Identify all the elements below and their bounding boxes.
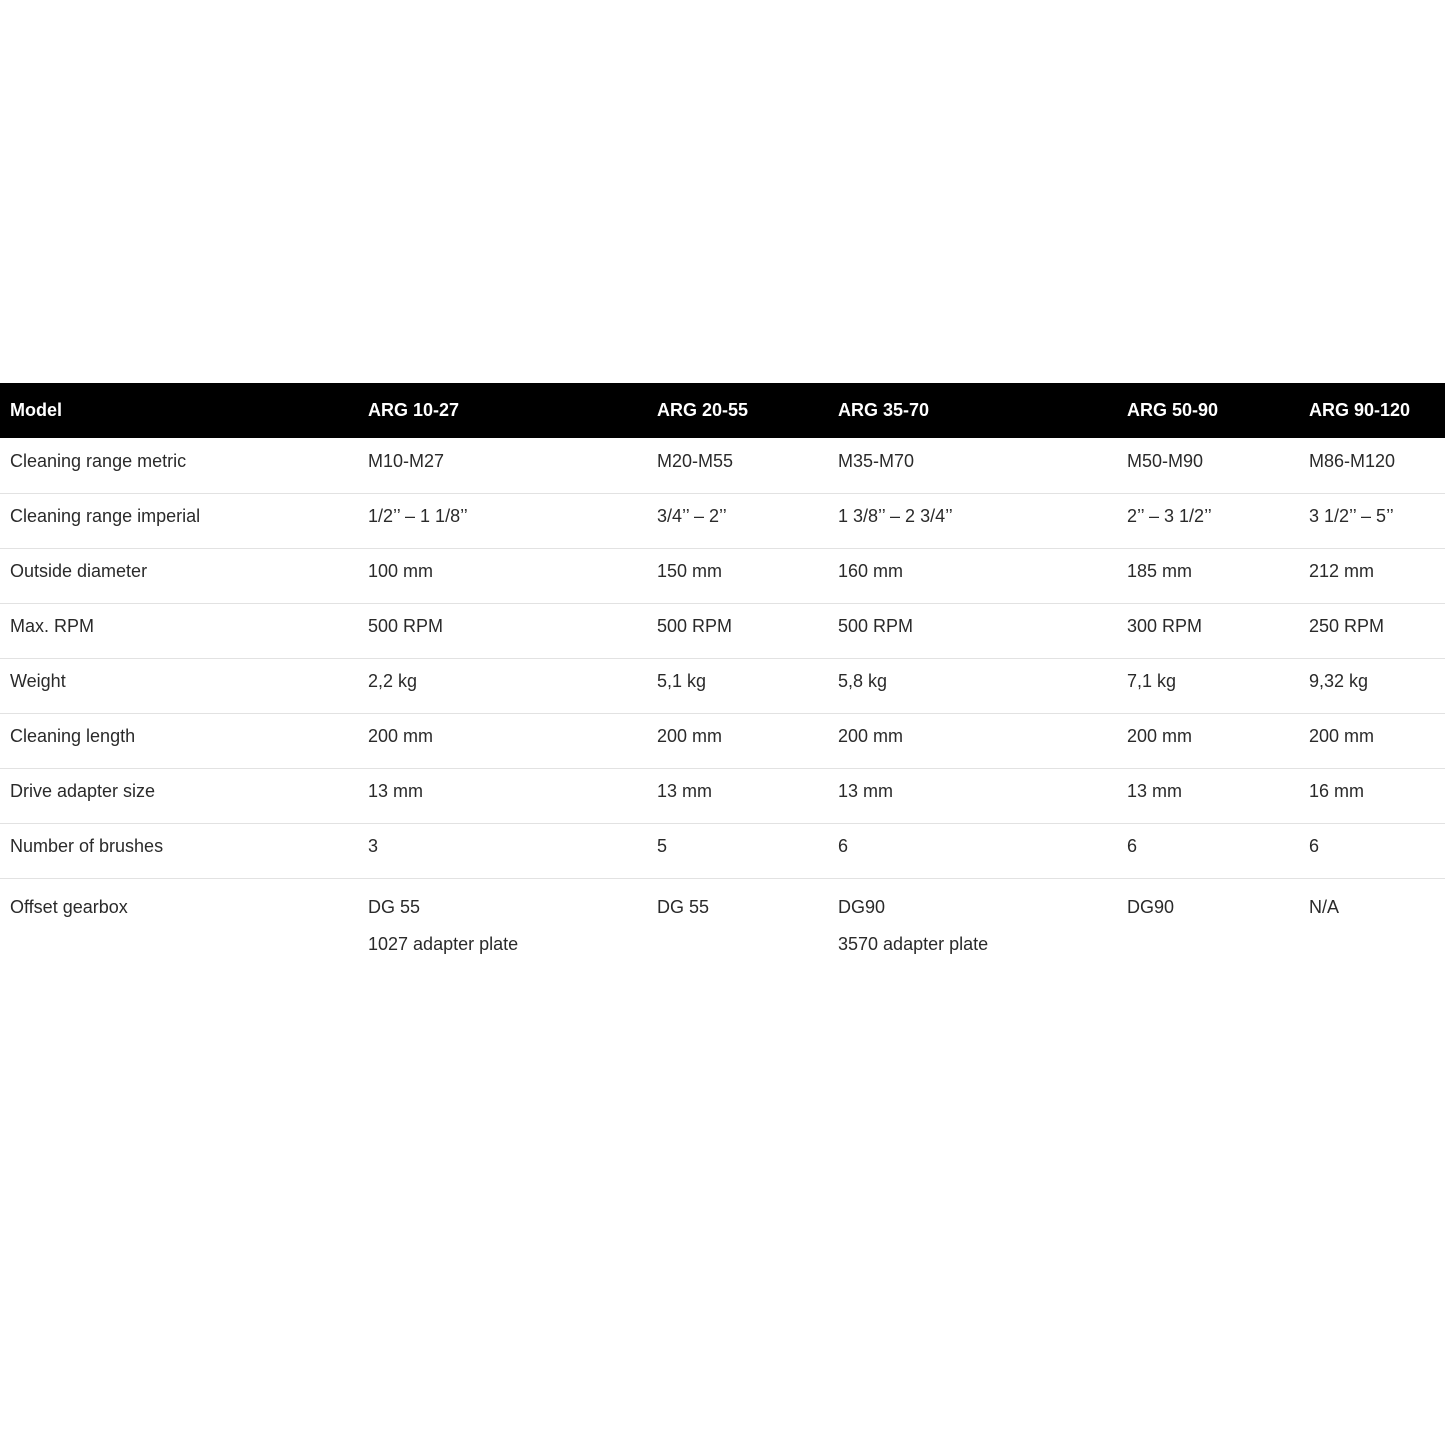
row-label [0, 438, 358, 493]
table-cell [828, 438, 1117, 493]
cell-text: 200 mm [1127, 726, 1193, 746]
cell-text: 3 [368, 836, 379, 856]
table-cell [1117, 438, 1299, 493]
table-cell [647, 768, 828, 823]
cell-text: 5,1 kg [657, 671, 707, 691]
cell-text: 200 mm [368, 726, 434, 746]
table-cell [1117, 713, 1299, 768]
cell-text: 16 mm [1309, 781, 1365, 801]
row-label-text: Cleaning range metric [10, 450, 187, 471]
table-cell [1117, 493, 1299, 548]
row-label-text: Cleaning range imperial [10, 506, 201, 526]
cell-text: N/A [1309, 896, 1340, 917]
row-label-text: Outside diameter [10, 561, 148, 581]
cell-text: 3 1/2’’ – 5’’ [1309, 506, 1394, 526]
table-cell [358, 823, 647, 878]
table-row [0, 823, 1445, 878]
row-label [0, 713, 358, 768]
cell-text: DG90 [1127, 896, 1175, 917]
table-cell [358, 548, 647, 603]
spec-table-header [0, 383, 1445, 438]
table-row [0, 493, 1445, 548]
row-label [0, 768, 358, 823]
table-cell [828, 713, 1117, 768]
cell-text: 13 mm [657, 781, 713, 801]
table-row [0, 658, 1445, 713]
table-cell [647, 603, 828, 658]
table-cell [647, 493, 828, 548]
table-cell [1117, 603, 1299, 658]
table-cell [1299, 823, 1445, 878]
table-row [0, 548, 1445, 603]
table-cell [828, 548, 1117, 603]
cell-text: 200 mm [1309, 726, 1375, 746]
cell-text: 9,32 kg [1309, 671, 1369, 691]
table-cell [647, 713, 828, 768]
table-cell [358, 603, 647, 658]
header-cell-arg-90-120: ARG 90-120 [1309, 400, 1411, 420]
cell-text: 6 [838, 836, 849, 856]
table-cell [1299, 658, 1445, 713]
table-cell [1299, 438, 1445, 493]
table-cell [1117, 878, 1299, 965]
table-row [0, 768, 1445, 823]
table-cell [828, 768, 1117, 823]
cell-text: 500 RPM [838, 616, 914, 636]
row-label [0, 548, 358, 603]
table-cell [1299, 548, 1445, 603]
table-cell [647, 658, 828, 713]
table-cell [828, 823, 1117, 878]
header-cell-arg-35-70: ARG 35-70 [838, 400, 930, 420]
spec-table-body [0, 438, 1445, 965]
cell-text: 3/4’’ – 2’’ [657, 506, 727, 526]
table-cell [1299, 878, 1445, 965]
cell-text: 1027 adapter plate [368, 933, 519, 954]
table-cell [358, 768, 647, 823]
table-cell [1117, 548, 1299, 603]
table-cell [1299, 493, 1445, 548]
table-cell [1299, 713, 1445, 768]
table-cell [647, 438, 828, 493]
row-label-text: Offset gearbox [10, 896, 128, 917]
header-cell-arg-10-27: ARG 10-27 [368, 400, 460, 420]
row-label-text: Cleaning length [10, 726, 136, 746]
cell-text: 7,1 kg [1127, 671, 1177, 691]
cell-text: 2’’ – 3 1/2’’ [1127, 506, 1212, 526]
row-label [0, 823, 358, 878]
cell-text: 200 mm [838, 726, 904, 746]
cell-text: 1 3/8’’ – 2 3/4’’ [838, 506, 953, 526]
table-cell [1299, 603, 1445, 658]
cell-text: 250 RPM [1309, 616, 1385, 636]
row-label [0, 658, 358, 713]
table-cell [828, 493, 1117, 548]
cell-text: 5,8 kg [838, 671, 888, 691]
row-label-text: Max. RPM [10, 616, 95, 636]
table-cell [1299, 768, 1445, 823]
cell-text: M50-M90 [1127, 450, 1204, 471]
table-cell [1117, 658, 1299, 713]
header-cell-model: Model [10, 400, 62, 420]
table-cell [647, 878, 828, 965]
cell-text: 5 [657, 836, 668, 856]
table-cell [358, 713, 647, 768]
table-row [0, 603, 1445, 658]
row-label [0, 878, 358, 965]
cell-text: M35-M70 [838, 450, 915, 471]
header-row [0, 383, 1445, 438]
table-cell [1117, 768, 1299, 823]
cell-text: 13 mm [368, 781, 424, 801]
table-cell [828, 603, 1117, 658]
spec-table [0, 383, 1445, 965]
table-cell [358, 493, 647, 548]
table-cell [1117, 823, 1299, 878]
cell-text: DG 55 [657, 896, 710, 917]
cell-text: 6 [1127, 836, 1138, 856]
row-label [0, 603, 358, 658]
row-label-text: Number of brushes [10, 836, 164, 856]
cell-text: 300 RPM [1127, 616, 1203, 636]
table-cell [828, 878, 1117, 965]
cell-text: M20-M55 [657, 450, 734, 471]
table-row [0, 878, 1445, 965]
table-row [0, 713, 1445, 768]
cell-text: 13 mm [838, 781, 894, 801]
cell-text: 500 RPM [657, 616, 733, 636]
cell-text: 1/2’’ – 1 1/8’’ [368, 506, 468, 526]
table-cell [358, 878, 647, 965]
cell-text: 2,2 kg [368, 671, 418, 691]
row-label-text: Drive adapter size [10, 781, 156, 801]
cell-text: DG 55 [368, 896, 421, 917]
cell-text: 212 mm [1309, 561, 1375, 581]
header-cell-arg-50-90: ARG 50-90 [1127, 400, 1219, 420]
cell-text: 200 mm [657, 726, 723, 746]
row-label-text: Weight [10, 671, 66, 691]
cell-text: M86-M120 [1309, 450, 1396, 471]
table-cell [358, 658, 647, 713]
cell-text: 185 mm [1127, 561, 1193, 581]
cell-text: 160 mm [838, 561, 904, 581]
table-cell [358, 438, 647, 493]
table-cell [828, 658, 1117, 713]
cell-text: 500 RPM [368, 616, 444, 636]
cell-text: M10-M27 [368, 450, 445, 471]
table-cell [647, 548, 828, 603]
cell-text: 6 [1309, 836, 1320, 856]
header-cell-arg-20-55: ARG 20-55 [657, 400, 749, 420]
cell-text: 3570 adapter plate [838, 933, 989, 954]
cell-text: 100 mm [368, 561, 434, 581]
cell-text: DG90 [838, 896, 886, 917]
cell-text: 150 mm [657, 561, 723, 581]
row-label [0, 493, 358, 548]
table-cell [647, 823, 828, 878]
cell-text: 13 mm [1127, 781, 1183, 801]
table-row [0, 438, 1445, 493]
